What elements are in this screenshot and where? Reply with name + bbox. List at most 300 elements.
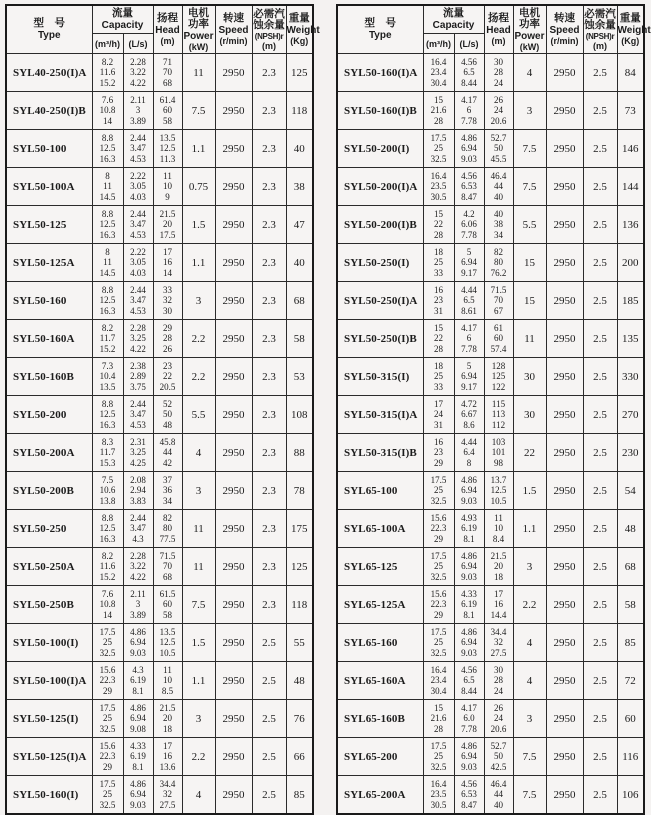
- type-cell: SYL50-100(I)A: [6, 662, 92, 700]
- weight-cell: 135: [617, 320, 644, 358]
- npsh-cell: 2.3: [252, 586, 286, 624]
- head-cell: 71.5 70 68: [153, 548, 182, 586]
- type-cell: SYL65-125: [337, 548, 423, 586]
- type-cell: SYL40-250(I)B: [6, 92, 92, 130]
- weight-header-unit: (Kg): [621, 35, 640, 46]
- speed-header-en: Speed: [218, 24, 249, 36]
- speed-cell: 2950: [546, 54, 583, 92]
- speed-cell: 2950: [215, 320, 252, 358]
- weight-header-unit: (Kg): [290, 35, 309, 46]
- head-cell: 34.4 32 27.5: [153, 776, 182, 815]
- head-cell: 115 113 112: [484, 396, 513, 434]
- type-cell: SYL50-125: [6, 206, 92, 244]
- power-header-zh-2: 功率: [519, 18, 540, 30]
- table-row: [337, 396, 644, 434]
- speed-cell: 2950: [546, 624, 583, 662]
- pump-spec-table-left: [5, 4, 320, 815]
- type-cell: SYL50-125(I): [6, 700, 92, 738]
- speed-cell: 2950: [546, 510, 583, 548]
- type-cell: SYL65-160A: [337, 662, 423, 700]
- power-cell: 4: [513, 54, 546, 92]
- power-cell: 1.5: [182, 206, 215, 244]
- weight-cell: 53: [286, 358, 313, 396]
- table-row: [6, 472, 313, 510]
- npsh-header-zh-2: 蚀余量: [584, 19, 616, 31]
- capacity-m3h-cell: 8.8 12.5 16.3: [92, 282, 123, 320]
- power-cell: 3: [513, 92, 546, 130]
- m3h-unit-label: (m³/h): [95, 38, 120, 49]
- capacity-m3h-cell: 15 21.6 28: [423, 92, 454, 130]
- capacity-m3h-cell: 8.8 12.5 16.3: [92, 130, 123, 168]
- weight-header-zh: 重量: [619, 12, 641, 25]
- capacity-m3h-cell: 8.2 11.6 15.2: [92, 54, 123, 92]
- table-row: [6, 130, 313, 168]
- pump-spec-table-right: [336, 4, 651, 815]
- speed-cell: 2950: [215, 472, 252, 510]
- type-cell: SYL65-100: [337, 472, 423, 510]
- speed-cell: 2950: [215, 548, 252, 586]
- weight-cell: 146: [617, 130, 644, 168]
- head-cell: 23 22 20.5: [153, 358, 182, 396]
- capacity-header-en: Capacity: [432, 19, 475, 31]
- type-cell: SYL50-100(I): [6, 624, 92, 662]
- table-row: [337, 662, 644, 700]
- table-row: [6, 434, 313, 472]
- weight-cell: 185: [617, 282, 644, 320]
- capacity-ls-cell: 4.86 6.94 9.08: [123, 700, 153, 738]
- npsh-cell: 2.3: [252, 130, 286, 168]
- speed-header-unit: (r/min): [550, 35, 579, 46]
- weight-cell: 58: [286, 320, 313, 358]
- capacity-ls-cell: 4.17 6.0 7.78: [454, 700, 484, 738]
- table-header: [337, 5, 651, 54]
- weight-cell: 175: [286, 510, 313, 548]
- head-cell: 11 10 8.5: [153, 662, 182, 700]
- weight-header-en: Weight: [286, 24, 320, 36]
- weight-cell: 66: [286, 738, 313, 776]
- weight-cell: 60: [617, 700, 644, 738]
- capacity-m3h-cell: 15.6 22.3 29: [423, 510, 454, 548]
- speed-cell: 2950: [215, 662, 252, 700]
- capacity-m3h-cell: 8.8 12.5 16.3: [92, 206, 123, 244]
- capacity-m3h-cell: 17.5 25 32.5: [423, 472, 454, 510]
- table-row: [337, 358, 644, 396]
- head-cell: 46.4 44 40: [484, 776, 513, 815]
- capacity-ls-cell: 4.86 6.94 9.03: [454, 130, 484, 168]
- speed-cell: 2950: [215, 358, 252, 396]
- col-header-m3h: [423, 34, 454, 54]
- speed-cell: 2950: [546, 662, 583, 700]
- weight-cell: 68: [617, 548, 644, 586]
- capacity-ls-cell: 4.86 6.94 9.03: [123, 624, 153, 662]
- header-row-main: [337, 5, 644, 34]
- capacity-ls-cell: 4.17 6 7.78: [454, 92, 484, 130]
- table-row: [6, 54, 313, 92]
- type-cell: SYL50-250A: [6, 548, 92, 586]
- npsh-cell: 2.3: [252, 510, 286, 548]
- capacity-m3h-cell: 16.4 23.5 30.5: [423, 168, 454, 206]
- npsh-cell: 2.5: [583, 168, 617, 206]
- npsh-header-zh-2: 蚀余量: [253, 19, 285, 31]
- capacity-m3h-cell: 7.3 10.4 13.5: [92, 358, 123, 396]
- header-row-main: [6, 5, 313, 34]
- power-cell: 2.2: [513, 586, 546, 624]
- weight-cell: 78: [286, 472, 313, 510]
- power-cell: 0.75: [182, 168, 215, 206]
- capacity-header-zh: 流量: [443, 7, 464, 20]
- npsh-cell: 2.5: [252, 738, 286, 776]
- weight-cell: 200: [617, 244, 644, 282]
- type-cell: SYL50-160(I): [6, 776, 92, 815]
- head-cell: 33 32 30: [153, 282, 182, 320]
- speed-header-en: Speed: [549, 24, 580, 36]
- capacity-m3h-cell: 15.6 22.3 29: [92, 738, 123, 776]
- table-row: [6, 92, 313, 130]
- capacity-ls-cell: 4.56 6.53 8.47: [454, 168, 484, 206]
- col-header-weight: [286, 5, 320, 54]
- table-row: [6, 624, 313, 662]
- capacity-m3h-cell: 7.5 10.6 13.8: [92, 472, 123, 510]
- capacity-m3h-cell: 16 23 31: [423, 282, 454, 320]
- power-header-zh-1: 电机: [188, 6, 209, 19]
- power-cell: 11: [182, 548, 215, 586]
- type-cell: SYL50-200: [6, 396, 92, 434]
- table-row: [6, 320, 313, 358]
- col-header-m3h: [92, 34, 123, 54]
- col-header-npsh: [252, 5, 286, 54]
- power-cell: 7.5: [513, 776, 546, 815]
- capacity-m3h-cell: 17.5 25 32.5: [92, 700, 123, 738]
- col-header-head: [484, 5, 513, 54]
- speed-cell: 2950: [546, 130, 583, 168]
- speed-cell: 2950: [215, 700, 252, 738]
- power-header-zh-2: 功率: [188, 18, 209, 30]
- weight-cell: 76: [286, 700, 313, 738]
- table-row: [6, 700, 313, 738]
- capacity-ls-cell: 2.38 2.89 3.75: [123, 358, 153, 396]
- table-row: [337, 472, 644, 510]
- power-cell: 7.5: [182, 586, 215, 624]
- head-cell: 103 101 98: [484, 434, 513, 472]
- capacity-ls-cell: 4.86 6.94 9.03: [454, 738, 484, 776]
- npsh-header-zh-1: 必需汽: [584, 7, 616, 20]
- capacity-ls-cell: 2.11 3 3.89: [123, 586, 153, 624]
- speed-cell: 2950: [215, 624, 252, 662]
- head-cell: 26 24 20.6: [484, 92, 513, 130]
- npsh-header-unit: (m): [262, 40, 276, 51]
- npsh-cell: 2.5: [252, 700, 286, 738]
- capacity-m3h-cell: 16.4 23.4 30.4: [423, 662, 454, 700]
- npsh-cell: 2.3: [252, 54, 286, 92]
- npsh-cell: 2.5: [583, 738, 617, 776]
- weight-cell: 55: [286, 624, 313, 662]
- type-cell: SYL50-200A: [6, 434, 92, 472]
- power-header-unit: (kW): [188, 41, 209, 52]
- type-cell: SYL50-200(I): [337, 130, 423, 168]
- type-cell: SYL50-250(I)B: [337, 320, 423, 358]
- weight-cell: 118: [286, 92, 313, 130]
- npsh-cell: 2.3: [252, 168, 286, 206]
- weight-cell: 270: [617, 396, 644, 434]
- head-cell: 61.4 60 58: [153, 92, 182, 130]
- power-cell: 30: [513, 396, 546, 434]
- power-header-en: Power: [183, 30, 214, 42]
- capacity-m3h-cell: 15.6 22.3 29: [423, 586, 454, 624]
- speed-header-zh: 转速: [223, 12, 244, 25]
- speed-cell: 2950: [215, 92, 252, 130]
- weight-cell: 144: [617, 168, 644, 206]
- capacity-ls-cell: 2.22 3.05 4.03: [123, 168, 153, 206]
- npsh-cell: 2.3: [252, 282, 286, 320]
- table-header: [6, 5, 320, 54]
- table-row: [337, 700, 644, 738]
- capacity-m3h-cell: 16 23 29: [423, 434, 454, 472]
- table-row: [6, 776, 313, 815]
- weight-cell: 38: [286, 168, 313, 206]
- speed-header-unit: (r/min): [219, 35, 248, 46]
- table-row: [337, 244, 644, 282]
- power-cell: 11: [513, 320, 546, 358]
- table-row: [6, 206, 313, 244]
- capacity-m3h-cell: 17.5 25 32.5: [423, 130, 454, 168]
- npsh-cell: 2.5: [583, 472, 617, 510]
- type-cell: SYL65-160: [337, 624, 423, 662]
- npsh-cell: 2.5: [583, 396, 617, 434]
- weight-cell: 58: [617, 586, 644, 624]
- col-header-capacity: [423, 5, 484, 34]
- speed-cell: 2950: [215, 54, 252, 92]
- capacity-m3h-cell: 8.2 11.7 15.2: [92, 320, 123, 358]
- head-cell: 61 60 57.4: [484, 320, 513, 358]
- capacity-m3h-cell: 15 22 28: [423, 206, 454, 244]
- npsh-cell: 2.5: [583, 244, 617, 282]
- head-cell: 17 16 14.4: [484, 586, 513, 624]
- capacity-header-en: Capacity: [101, 19, 144, 31]
- capacity-m3h-cell: 17.5 25 32.5: [92, 624, 123, 662]
- head-cell: 52.7 50 45.5: [484, 130, 513, 168]
- type-cell: SYL50-125(I)A: [6, 738, 92, 776]
- speed-cell: 2950: [546, 472, 583, 510]
- head-cell: 46.4 44 40: [484, 168, 513, 206]
- npsh-cell: 2.3: [252, 206, 286, 244]
- table-row: [337, 206, 644, 244]
- capacity-ls-cell: 4.3 6.19 8.1: [123, 662, 153, 700]
- type-cell: SYL65-100A: [337, 510, 423, 548]
- table-row: [337, 434, 644, 472]
- capacity-ls-cell: 4.44 6.4 8: [454, 434, 484, 472]
- table-row: [337, 738, 644, 776]
- npsh-header-en: (NPSH)r: [585, 31, 615, 41]
- table-body: [6, 54, 313, 815]
- type-header-en: Type: [368, 29, 392, 41]
- head-cell: 40 38 34: [484, 206, 513, 244]
- weight-cell: 136: [617, 206, 644, 244]
- power-cell: 4: [513, 624, 546, 662]
- col-header-capacity: [92, 5, 153, 34]
- head-cell: 13.5 12.5 10.5: [153, 624, 182, 662]
- capacity-m3h-cell: 17.5 25 32.5: [423, 738, 454, 776]
- power-cell: 1.5: [513, 472, 546, 510]
- weight-cell: 68: [286, 282, 313, 320]
- weight-cell: 84: [617, 54, 644, 92]
- power-cell: 3: [513, 700, 546, 738]
- capacity-ls-cell: 4.56 6.5 8.44: [454, 54, 484, 92]
- capacity-ls-cell: 5 6.94 9.17: [454, 358, 484, 396]
- speed-cell: 2950: [215, 434, 252, 472]
- speed-cell: 2950: [546, 776, 583, 815]
- capacity-ls-cell: 2.28 3.25 4.22: [123, 320, 153, 358]
- weight-cell: 73: [617, 92, 644, 130]
- table-body: [337, 54, 644, 815]
- weight-cell: 48: [286, 662, 313, 700]
- weight-cell: 40: [286, 130, 313, 168]
- power-cell: 4: [182, 434, 215, 472]
- col-header-ls: [454, 34, 484, 54]
- table-row: [6, 662, 313, 700]
- col-header-weight: [617, 5, 651, 54]
- table-row: [6, 738, 313, 776]
- power-cell: 11: [182, 54, 215, 92]
- speed-cell: 2950: [546, 168, 583, 206]
- type-cell: SYL50-200(I)B: [337, 206, 423, 244]
- col-header-type: [337, 5, 423, 54]
- speed-cell: 2950: [215, 244, 252, 282]
- table-row: [337, 586, 644, 624]
- head-cell: 128 125 122: [484, 358, 513, 396]
- power-header-zh-1: 电机: [519, 6, 540, 19]
- type-cell: SYL50-250: [6, 510, 92, 548]
- speed-cell: 2950: [215, 168, 252, 206]
- power-cell: 3: [513, 548, 546, 586]
- ls-unit-label: (L/s): [459, 38, 479, 49]
- type-header-zh: 型 号: [364, 17, 396, 30]
- power-cell: 11: [182, 510, 215, 548]
- type-cell: SYL50-160B: [6, 358, 92, 396]
- weight-cell: 230: [617, 434, 644, 472]
- head-header-en: Head: [155, 24, 180, 36]
- capacity-ls-cell: 5 6.94 9.17: [454, 244, 484, 282]
- m3h-unit-label: (m³/h): [426, 38, 451, 49]
- capacity-ls-cell: 4.17 6 7.78: [454, 320, 484, 358]
- speed-cell: 2950: [546, 700, 583, 738]
- power-cell: 4: [182, 776, 215, 815]
- speed-cell: 2950: [215, 776, 252, 815]
- type-cell: SYL65-200A: [337, 776, 423, 815]
- type-cell: SYL50-315(I): [337, 358, 423, 396]
- type-cell: SYL50-100A: [6, 168, 92, 206]
- table-row: [337, 54, 644, 92]
- npsh-cell: 2.5: [583, 54, 617, 92]
- capacity-ls-cell: 2.08 2.94 3.83: [123, 472, 153, 510]
- npsh-cell: 2.3: [252, 434, 286, 472]
- power-cell: 1.1: [513, 510, 546, 548]
- type-cell: SYL50-160(I)B: [337, 92, 423, 130]
- head-cell: 11 10 8.4: [484, 510, 513, 548]
- type-cell: SYL65-160B: [337, 700, 423, 738]
- weight-cell: 106: [617, 776, 644, 815]
- weight-header-zh: 重量: [288, 12, 310, 25]
- head-cell: 30 28 24: [484, 54, 513, 92]
- capacity-m3h-cell: 15 22 28: [423, 320, 454, 358]
- capacity-ls-cell: 4.44 6.5 8.61: [454, 282, 484, 320]
- capacity-ls-cell: 4.2 6.06 7.78: [454, 206, 484, 244]
- capacity-ls-cell: 4.93 6.19 8.1: [454, 510, 484, 548]
- capacity-ls-cell: 2.31 3.25 4.25: [123, 434, 153, 472]
- npsh-cell: 2.3: [252, 396, 286, 434]
- capacity-ls-cell: 4.33 6.19 8.1: [454, 586, 484, 624]
- power-cell: 5.5: [513, 206, 546, 244]
- weight-cell: 118: [286, 586, 313, 624]
- npsh-cell: 2.3: [252, 548, 286, 586]
- npsh-cell: 2.5: [252, 776, 286, 815]
- speed-cell: 2950: [546, 320, 583, 358]
- capacity-ls-cell: 2.44 3.47 4.53: [123, 130, 153, 168]
- capacity-ls-cell: 4.56 6.5 8.44: [454, 662, 484, 700]
- col-header-power: [513, 5, 546, 54]
- capacity-m3h-cell: 8 11 14.5: [92, 244, 123, 282]
- table-row: [6, 548, 313, 586]
- table-row: [337, 624, 644, 662]
- table-row: [6, 282, 313, 320]
- power-cell: 5.5: [182, 396, 215, 434]
- capacity-m3h-cell: 8.8 12.5 16.3: [92, 396, 123, 434]
- power-cell: 2.2: [182, 320, 215, 358]
- type-cell: SYL50-250(I)A: [337, 282, 423, 320]
- power-header-unit: (kW): [519, 41, 540, 52]
- power-cell: 15: [513, 282, 546, 320]
- npsh-header-en: (NPSH)r: [254, 31, 284, 41]
- head-cell: 13.5 12.5 11.3: [153, 130, 182, 168]
- col-header-speed: [546, 5, 583, 54]
- speed-cell: 2950: [215, 282, 252, 320]
- type-header-zh: 型 号: [33, 17, 65, 30]
- weight-cell: 54: [617, 472, 644, 510]
- type-cell: SYL50-160: [6, 282, 92, 320]
- head-cell: 37 36 34: [153, 472, 182, 510]
- type-cell: SYL50-125A: [6, 244, 92, 282]
- power-cell: 3: [182, 700, 215, 738]
- speed-cell: 2950: [215, 130, 252, 168]
- speed-cell: 2950: [546, 358, 583, 396]
- npsh-cell: 2.5: [583, 282, 617, 320]
- npsh-cell: 2.3: [252, 92, 286, 130]
- head-cell: 82 80 76.2: [484, 244, 513, 282]
- capacity-ls-cell: 2.44 3.47 4.3: [123, 510, 153, 548]
- capacity-ls-cell: 4.33 6.19 8.1: [123, 738, 153, 776]
- speed-cell: 2950: [215, 586, 252, 624]
- capacity-ls-cell: 4.72 6.67 8.6: [454, 396, 484, 434]
- speed-cell: 2950: [215, 738, 252, 776]
- type-cell: SYL50-250(I): [337, 244, 423, 282]
- npsh-cell: 2.5: [583, 548, 617, 586]
- npsh-cell: 2.5: [252, 624, 286, 662]
- speed-header-zh: 转速: [554, 12, 575, 25]
- capacity-ls-cell: 2.44 3.47 4.53: [123, 206, 153, 244]
- capacity-m3h-cell: 15 21.6 28: [423, 700, 454, 738]
- col-header-power: [182, 5, 215, 54]
- type-cell: SYL50-160(I)A: [337, 54, 423, 92]
- power-cell: 1.5: [182, 624, 215, 662]
- head-cell: 21.5 20 18: [484, 548, 513, 586]
- capacity-m3h-cell: 16.4 23.4 30.4: [423, 54, 454, 92]
- capacity-m3h-cell: 8.8 12.5 16.3: [92, 510, 123, 548]
- table-row: [6, 586, 313, 624]
- npsh-cell: 2.5: [583, 700, 617, 738]
- capacity-ls-cell: 2.28 3.22 4.22: [123, 54, 153, 92]
- speed-cell: 2950: [215, 510, 252, 548]
- capacity-m3h-cell: 8.3 11.7 15.3: [92, 434, 123, 472]
- type-header-en: Type: [37, 29, 61, 41]
